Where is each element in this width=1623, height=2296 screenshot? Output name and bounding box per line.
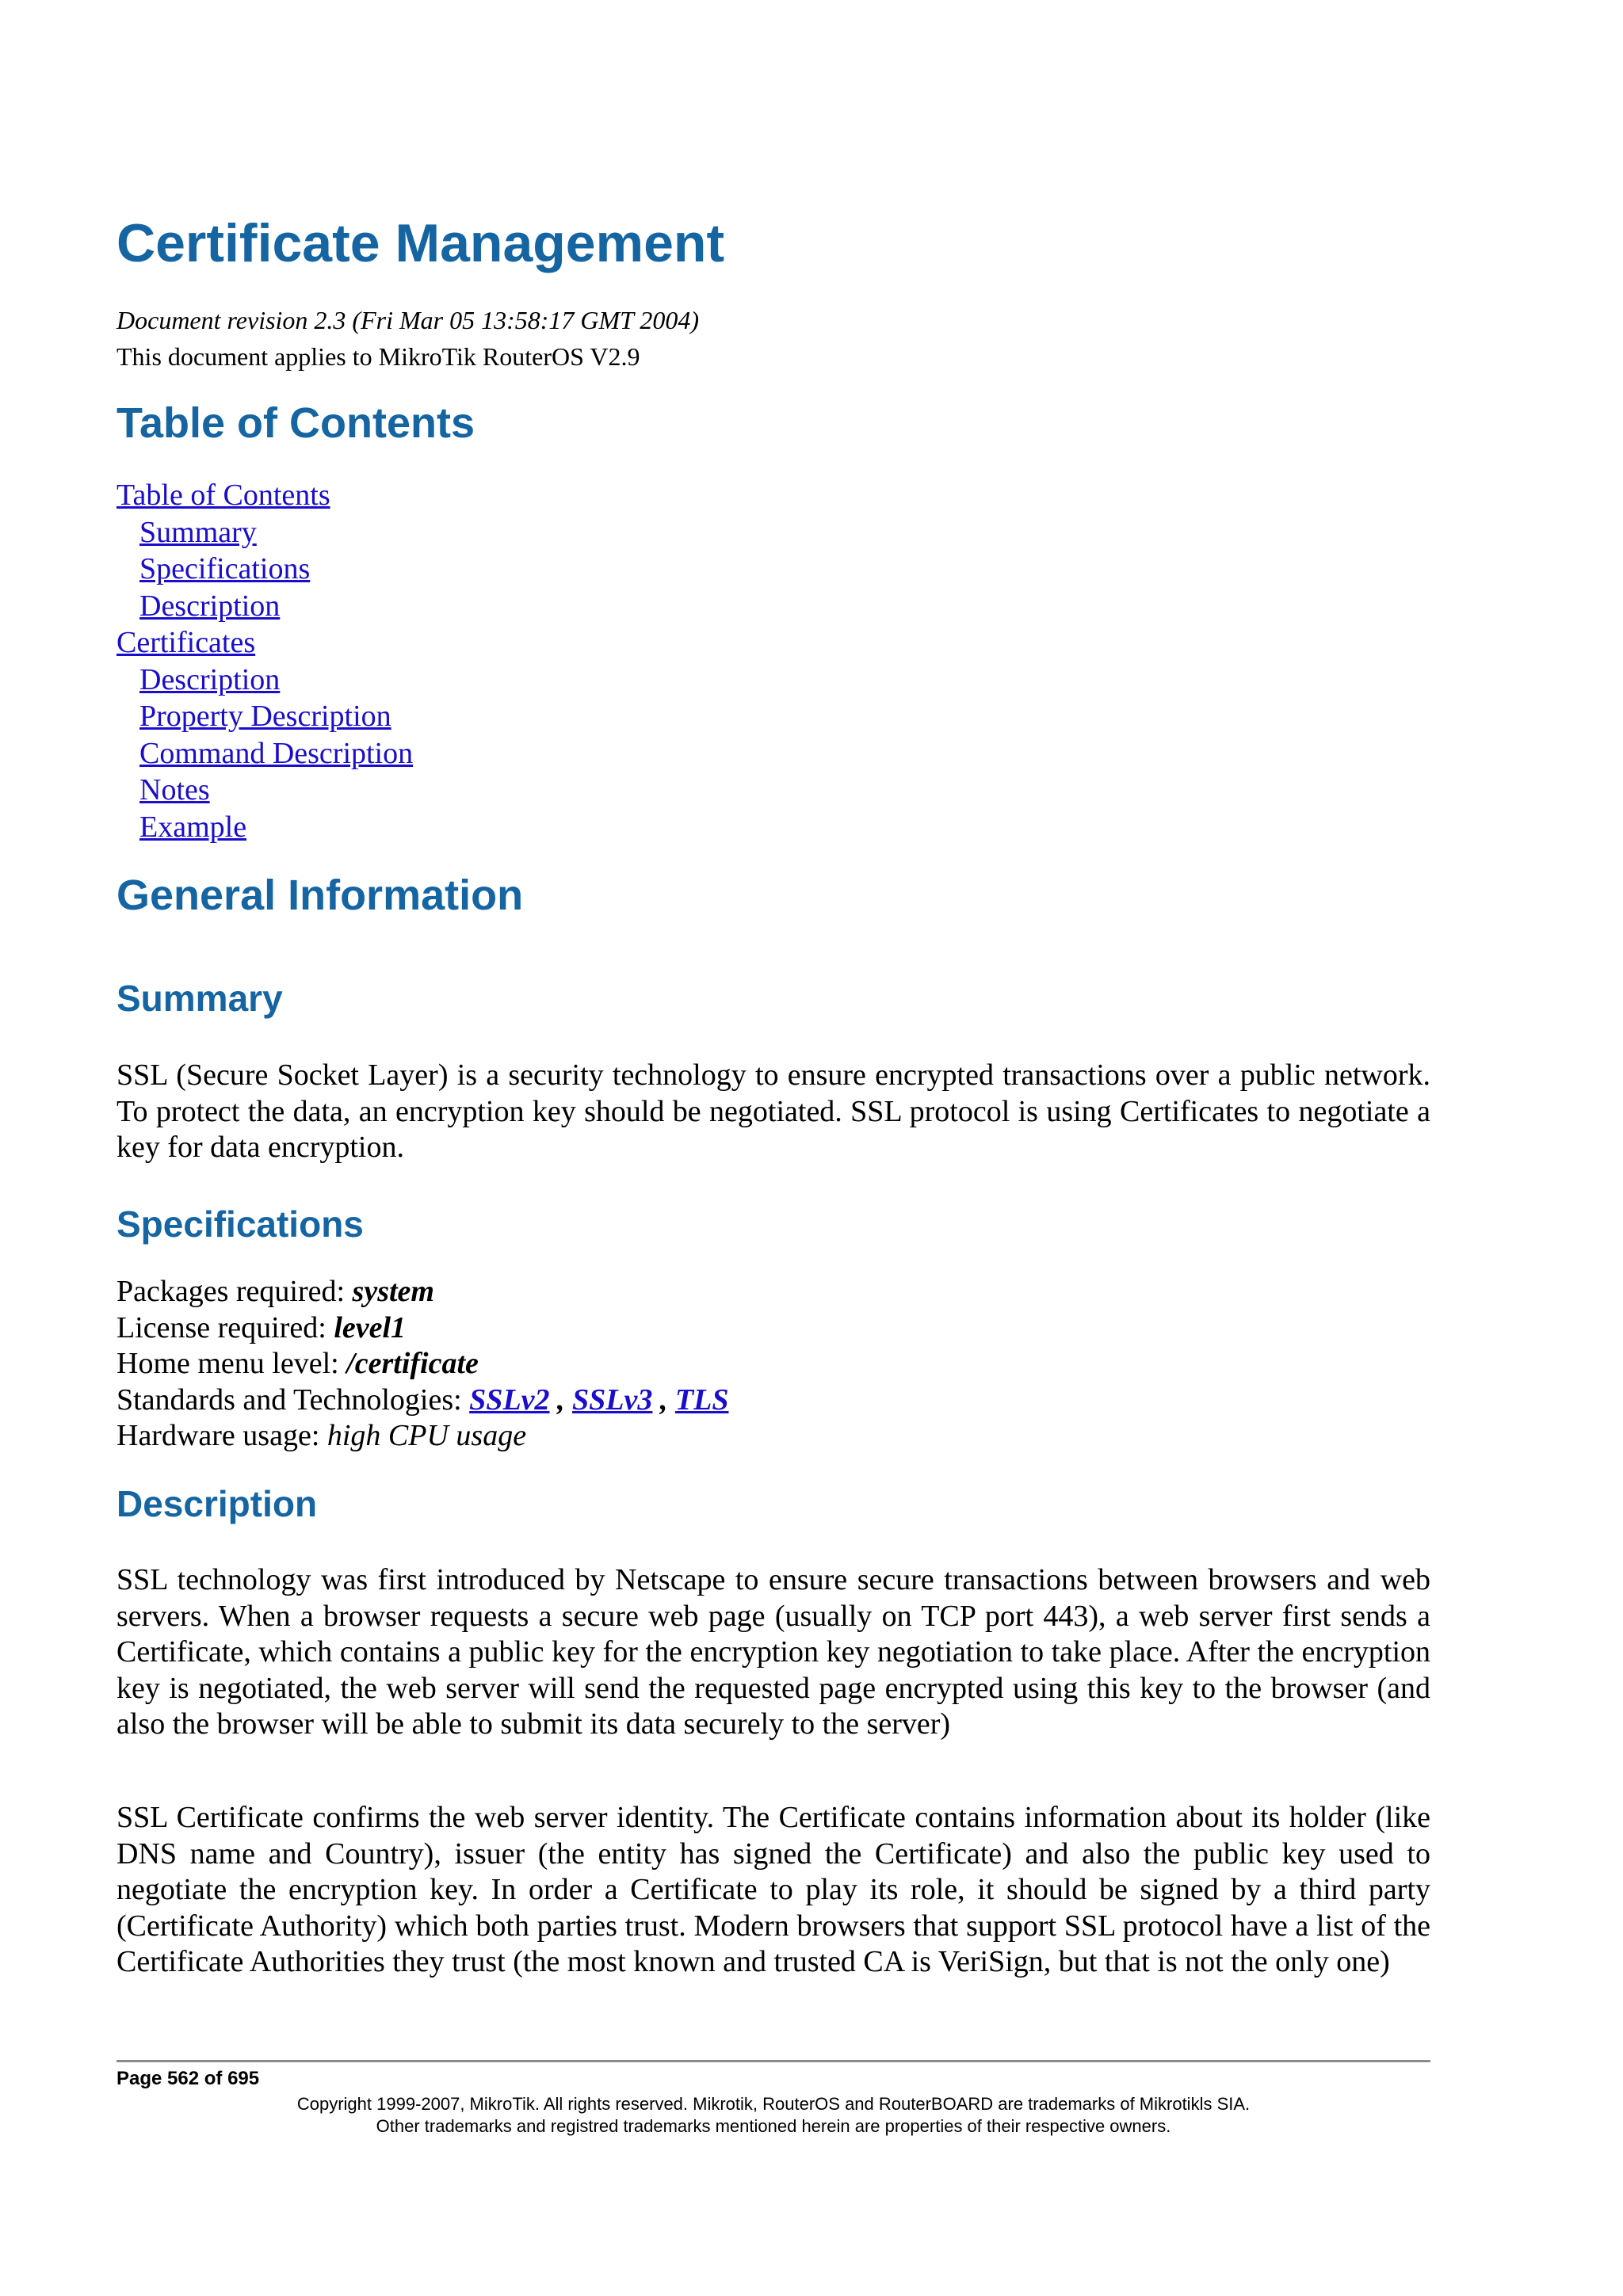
description-heading: Description (116, 1483, 318, 1524)
toc-link-notes[interactable]: Notes (139, 773, 210, 807)
summary-heading: Summary (116, 978, 283, 1019)
table-of-contents (116, 477, 413, 845)
standards-separator: , (652, 1383, 675, 1417)
spec-license-value: level1 (334, 1310, 407, 1344)
copyright-line-2: Other trademarks and registred trademarks mentioned herein are properties of their respective owners. (376, 2116, 1171, 2136)
specifications-heading: Specifications (116, 1203, 364, 1245)
description-paragraph-1: SSL technology was first introduced by Netscape to ensure secure transactions between browsers and web servers. When a browser requests a secure web page (usually on TCP port 443), a web server first sends a Certificate, which contains a public key for the encryption key negotiation to take place. After the encryption key is negotiated, the web server will send the requested page encrypted using this key to the browser (and also the browser will be able to submit its data securely to the server) (116, 1563, 1430, 1741)
standard-link-sslv2[interactable]: SSLv2 (469, 1383, 550, 1417)
spec-standards-label: Standards and Technologies: (116, 1383, 470, 1417)
page-number: Page 562 of 695 (116, 2068, 260, 2089)
standard-link-tls[interactable]: TLS (674, 1383, 729, 1417)
toc-link-summary[interactable]: Summary (139, 515, 257, 549)
spec-hardware-label: Hardware usage: (116, 1419, 327, 1452)
toc-link-description[interactable]: Description (139, 589, 281, 623)
toc-link-command-description[interactable]: Command Description (139, 736, 414, 770)
spec-menu-level (116, 1346, 728, 1383)
spec-hardware-value: high CPU usage (327, 1419, 527, 1452)
description-paragraph-2: SSL Certificate confirms the web server identity. The Certificate contains information about its holder (like DNS name and Country), issuer (the entity has signed the Certificate) and also the public key used to negotiate the encryption key. In order a Certificate to play its role, it should be signed by a third party (Certificate Authority) which both parties trust. Modern browsers that support SSL protocol have a list of the Certificate Authorities they trust (the most known and trusted CA is VeriSign, but that is not the only one) (116, 1801, 1430, 1978)
spec-packages (116, 1274, 728, 1310)
document-revision: Document revision 2.3 (Fri Mar 05 13:58:17 GMT 2004) (116, 306, 700, 334)
spec-license (116, 1310, 728, 1347)
footer-divider (116, 2060, 1430, 2062)
footer-copyright (116, 2093, 1430, 2138)
spec-menu-value: /certificate (346, 1347, 479, 1380)
spec-packages-label: Packages required: (116, 1275, 353, 1308)
spec-menu-label: Home menu level: (116, 1347, 347, 1380)
spec-license-label: License required: (116, 1310, 334, 1344)
spec-hardware (116, 1418, 728, 1455)
toc-link-example[interactable]: Example (139, 810, 247, 844)
specifications-list (116, 1274, 728, 1455)
spec-standards (116, 1383, 728, 1419)
toc-link-table-of-contents[interactable]: Table of Contents (116, 479, 330, 512)
toc-heading: Table of Contents (116, 399, 475, 447)
standard-link-sslv3[interactable]: SSLv3 (572, 1383, 653, 1417)
toc-link-certificates[interactable]: Certificates (116, 626, 256, 659)
page-title: Certificate Management (116, 213, 725, 273)
toc-link-property-description[interactable]: Property Description (139, 700, 391, 733)
applies-to: This document applies to MikroTik RouterOS V2.9 (116, 342, 640, 371)
copyright-line-1: Copyright 1999-2007, MikroTik. All rights reserved. Mikrotik, RouterOS and RouterBOARD are trademarks of Mikrotikls SIA. (296, 2094, 1251, 2114)
toc-link-specifications[interactable]: Specifications (139, 552, 311, 585)
toc-link-certificates-description[interactable]: Description (139, 662, 281, 696)
spec-packages-value: system (352, 1275, 434, 1308)
general-information-heading: General Information (116, 871, 524, 919)
summary-text: SSL (Secure Socket Layer) is a security technology to ensure encrypted transactions over a public network. To protect the data, an encryption key should be negotiated. SSL protocol is using Certificates to negotiate a key for data encryption. (116, 1058, 1430, 1164)
standards-separator: , (549, 1383, 573, 1417)
